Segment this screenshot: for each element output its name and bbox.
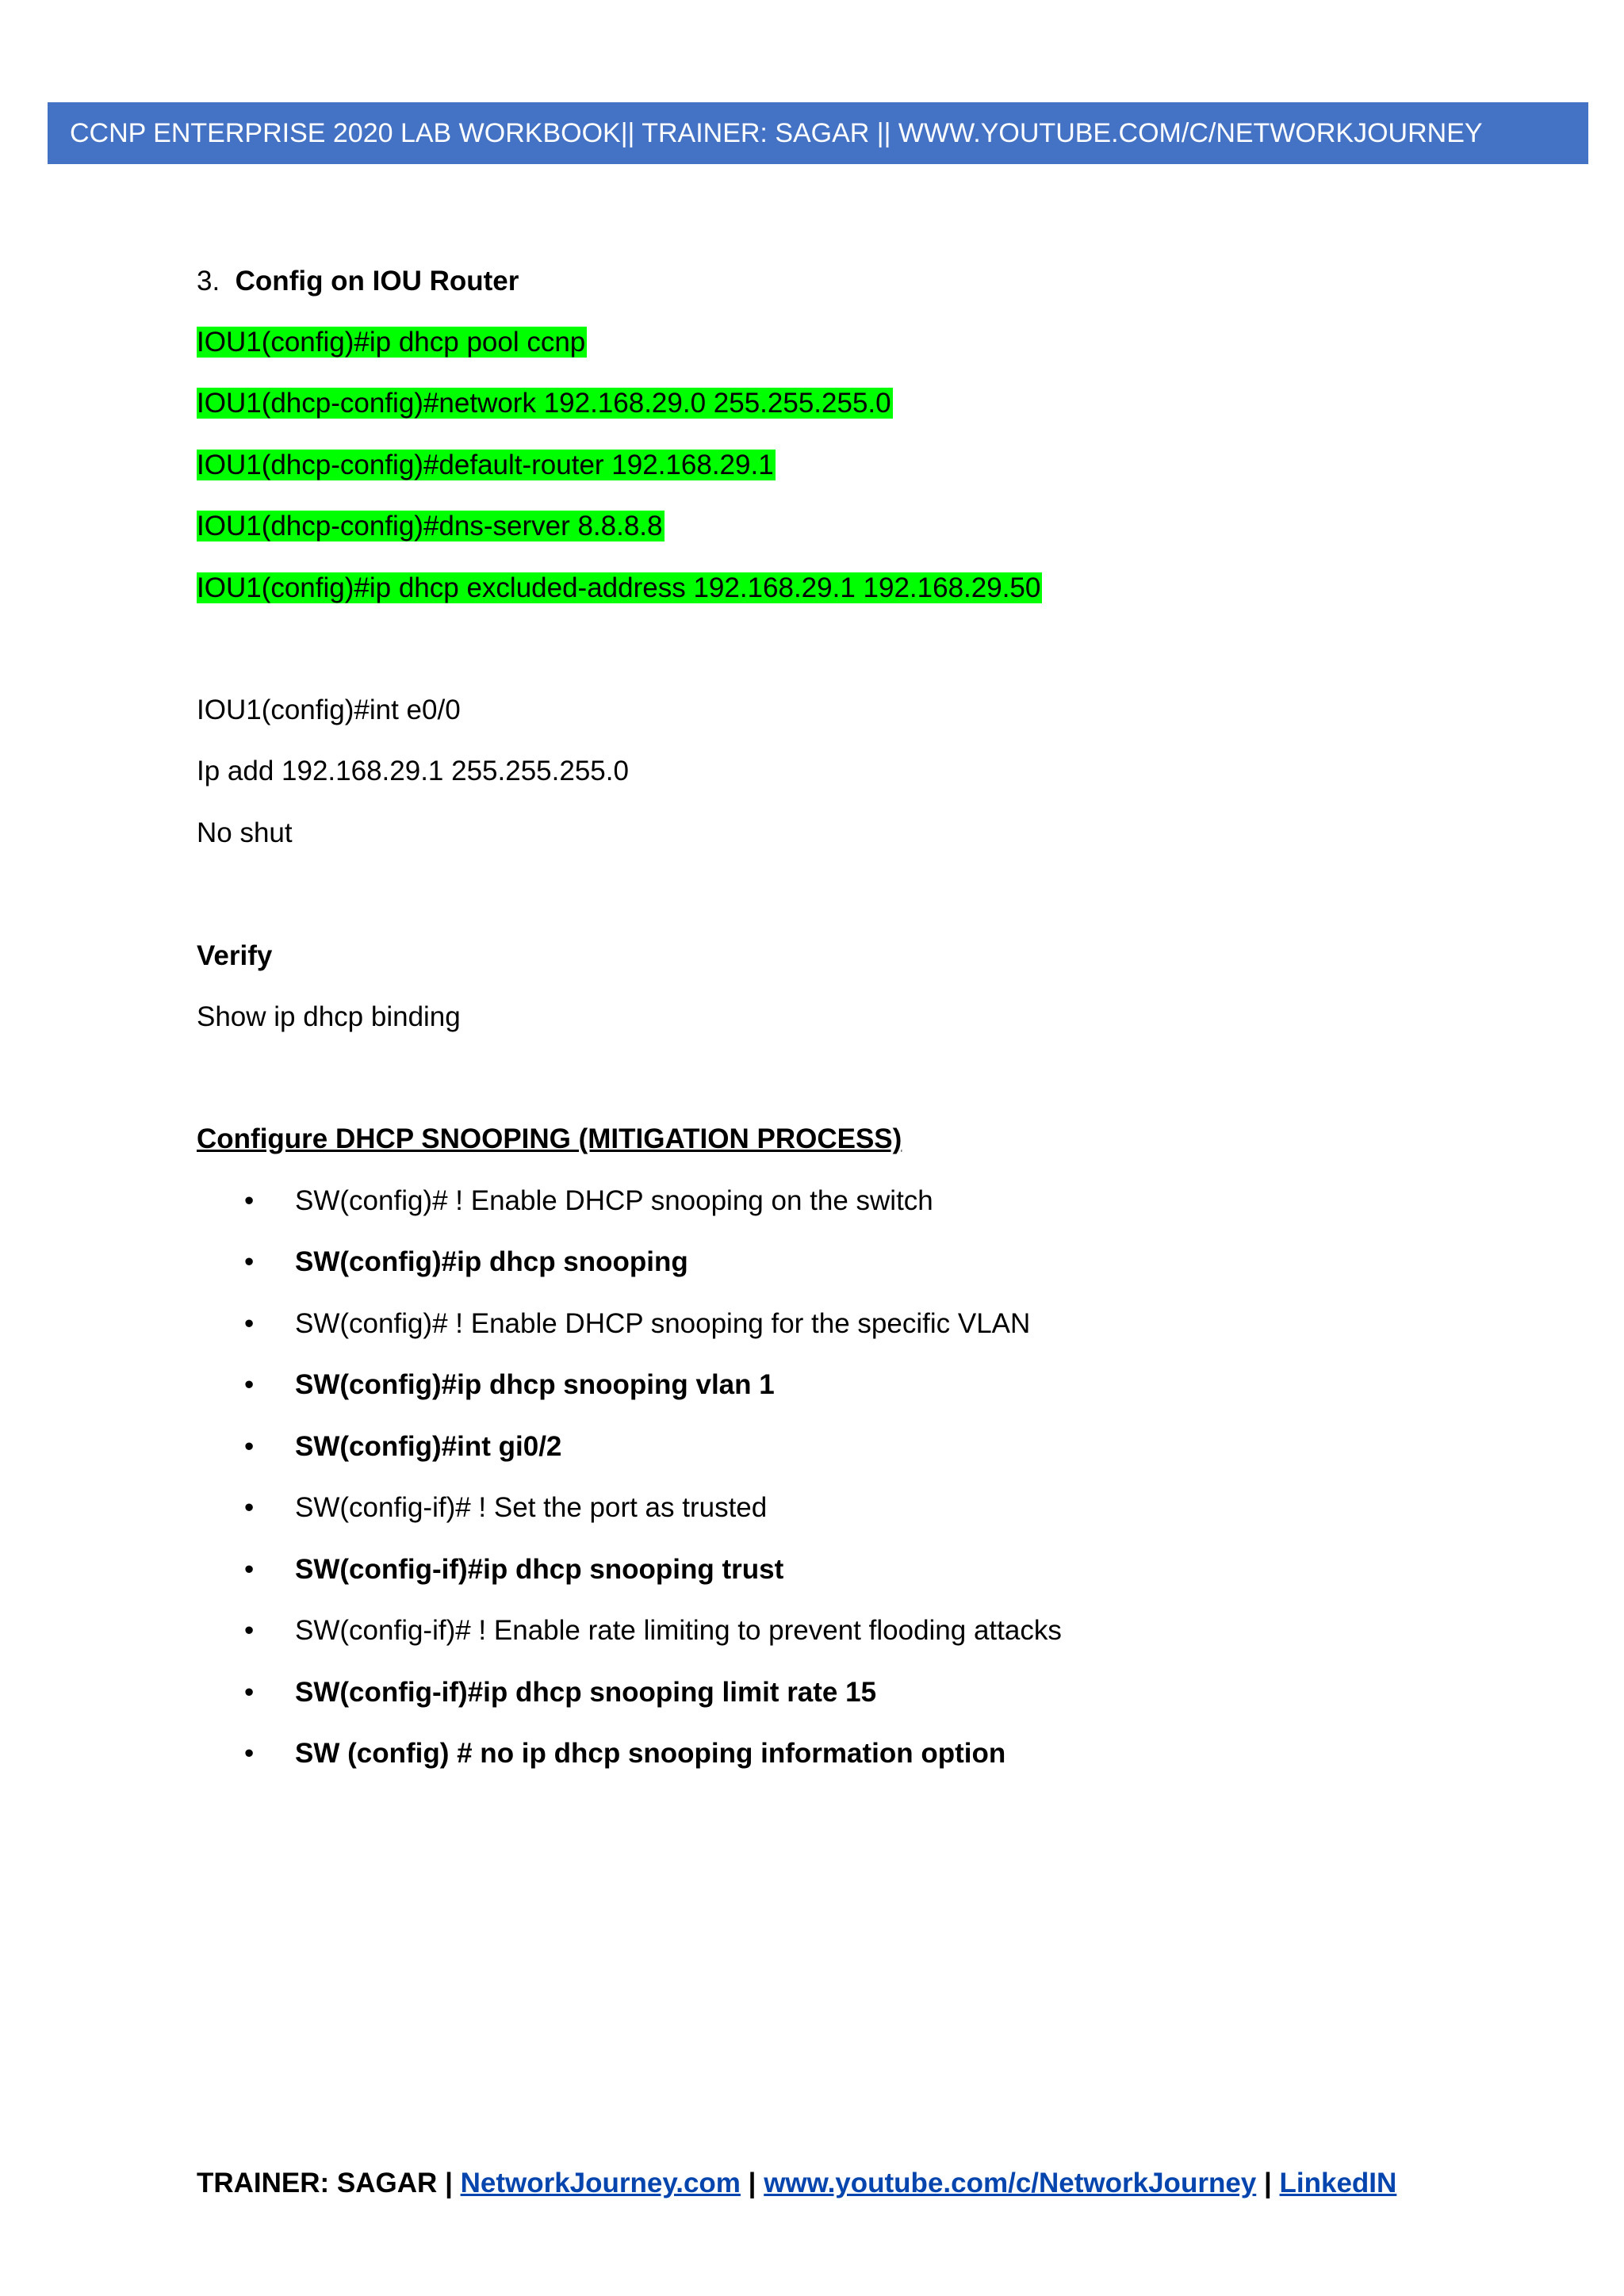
list-item: SW (config) # no ip dhcp snooping information option (295, 1738, 1006, 1769)
networkjourney-link[interactable]: NetworkJourney.com (460, 2168, 741, 2198)
bullet-icon: • (244, 1615, 255, 1646)
footer (197, 2166, 1396, 2201)
list-item: SW(config-if)#ip dhcp snooping trust (295, 1554, 784, 1585)
config-line (197, 509, 665, 544)
list-item: SW(config-if)#ip dhcp snooping limit rate 15 (295, 1677, 877, 1708)
footer-trainer: TRAINER: SAGAR (197, 2168, 438, 2198)
list-item: SW(config-if)# ! Set the port as trusted (295, 1492, 768, 1523)
config-line (197, 571, 1042, 606)
highlighted-command: IOU1(config)#ip dhcp excluded-address 192.168.29.1 192.168.29.50 (197, 572, 1041, 603)
youtube-link[interactable]: www.youtube.com/c/NetworkJourney (764, 2168, 1257, 2198)
verify-heading: Verify (197, 940, 273, 971)
highlighted-command: IOU1(config)#ip dhcp pool ccnp (197, 327, 586, 358)
section-number: 3. (197, 266, 220, 297)
bullet-icon: • (244, 1738, 255, 1769)
highlighted-command: IOU1(dhcp-config)#network 192.168.29.0 255.255.255.0 (197, 388, 891, 419)
header-title: CCNP ENTERPRISE 2020 LAB WORKBOOK|| TRAINER: SAGAR || WWW.YOUTUBE.COM/C/NETWORKJOURNEY (70, 118, 1483, 148)
bullet-icon: • (244, 1677, 255, 1708)
footer-separator: | (1263, 2168, 1272, 2198)
list-item: SW(config)#int gi0/2 (295, 1431, 562, 1462)
section-title: Config on IOU Router (235, 266, 519, 297)
bullet-icon: • (244, 1492, 255, 1523)
list-item: SW(config)#ip dhcp snooping vlan 1 (295, 1369, 775, 1400)
config-line (197, 386, 893, 421)
highlighted-command: IOU1(dhcp-config)#default-router 192.168.29.1 (197, 450, 774, 480)
config-line (197, 448, 776, 483)
list-item: SW(config-if)# ! Enable rate limiting to prevent flooding attacks (295, 1615, 1062, 1646)
verify-command: Show ip dhcp binding (197, 1001, 461, 1032)
footer-separator: | (748, 2168, 756, 2198)
bullet-icon: • (244, 1246, 255, 1277)
highlighted-command: IOU1(dhcp-config)#dns-server 8.8.8.8 (197, 511, 663, 541)
config-line (197, 325, 587, 360)
interface-line: No shut (197, 817, 293, 848)
bullet-icon: • (244, 1431, 255, 1462)
footer-separator: | (445, 2168, 453, 2198)
bullet-icon: • (244, 1554, 255, 1585)
interface-line: IOU1(config)#int e0/0 (197, 695, 461, 725)
list-item: SW(config)# ! Enable DHCP snooping on the switch (295, 1185, 933, 1216)
list-item: SW(config)# ! Enable DHCP snooping for the specific VLAN (295, 1308, 1031, 1339)
header-bar (48, 102, 1588, 164)
section-3-heading (197, 264, 519, 299)
bullet-icon: • (244, 1185, 255, 1216)
snooping-heading: Configure DHCP SNOOPING (MITIGATION PROCESS) (197, 1123, 902, 1154)
bullet-icon: • (244, 1308, 255, 1339)
list-item: SW(config)#ip dhcp snooping (295, 1246, 688, 1277)
interface-line: Ip add 192.168.29.1 255.255.255.0 (197, 756, 629, 786)
bullet-icon: • (244, 1369, 255, 1400)
linkedin-link[interactable]: LinkedIN (1279, 2168, 1397, 2198)
